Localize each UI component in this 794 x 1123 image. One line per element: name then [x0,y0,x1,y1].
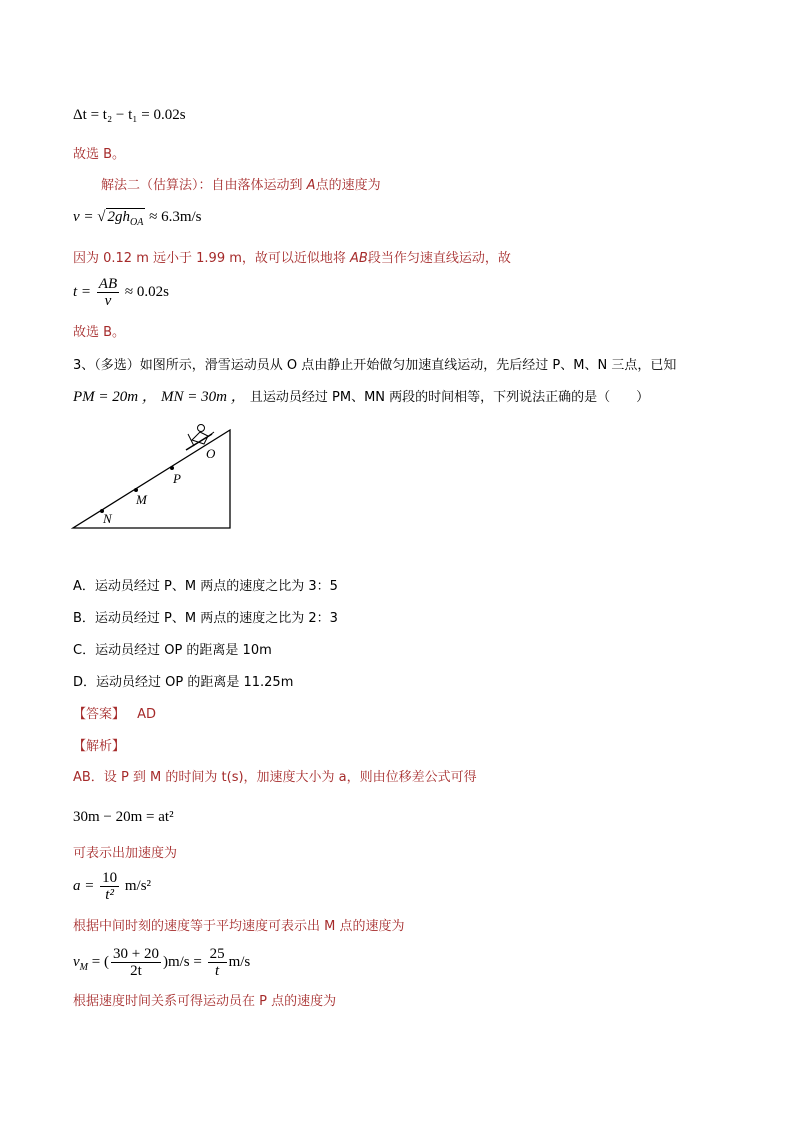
accel-line: 可表示出加速度为 [73,846,178,861]
label-n: N [103,511,112,526]
displacement-difference-equation: 30m − 20m = at² [73,809,174,825]
because-line: 因为 0.12 m 远小于 1.99 m，故可以近似地将 AB段当作匀速直线运动，故 [73,251,511,266]
time-equation: t = $\frac{AB}{v}$ ≈ 0.02s [73,276,169,309]
slope-diagram [70,420,240,535]
last-line: 根据速度时间关系可得运动员在 P 点的速度为 [73,994,337,1009]
delta-t-equation: Δt = t₂ − t₁ = 0.02s [73,107,186,123]
choose-b-2: 故选 B。 [73,325,126,340]
acceleration-equation: a = $\frac{10}{\text{t²}}$ m/s² [73,870,152,903]
answer-line: 【答案】 AD [73,707,157,722]
option-b: B．运动员经过 P、M 两点的速度之比为 2：3 [73,611,338,626]
option-c: C．运动员经过 OP 的距离是 10m [73,643,272,658]
option-a: A．运动员经过 P、M 两点的速度之比为 3：5 [73,579,338,594]
ab-line: AB．设 P 到 M 的时间为 t(s)，加速度大小为 a，则由位移差公式可得 [73,770,477,785]
question-3-line2: PM = 20m ， MN = 30m ， 且运动员经过 PM、MN 两段的时间相等，下列说法正确的是（ ） [73,389,650,405]
vm-equation: $v_M$ = ( $\frac{30 + 20}{2t}$ )m/s = $\frac{25}{t}$ m/s [73,946,251,979]
method2-heading: 解法二（估算法）：自由落体运动到 A点的速度为 [101,178,381,193]
point-p [170,466,174,470]
option-d: D．运动员经过 OP 的距离是 11.25m [73,675,294,690]
analysis-label: 【解析】 [73,739,126,754]
velocity-equation: v = √ $2gh_{OA} \approx 6.3m/s$ [73,209,202,228]
label-m: M [136,492,147,507]
question-3-line1: 3、（多选）如图所示，滑雪运动员从 O 点由静止开始做匀加速直线运动，先后经过 P、M、N 三点，已知 [73,358,677,373]
label-p: P [173,471,181,486]
choose-b-1: 故选 B。 [73,147,126,162]
mid-time-line: 根据中间时刻的速度等于平均速度可表示出 M 点的速度为 [73,919,405,934]
label-o: O [206,446,216,461]
